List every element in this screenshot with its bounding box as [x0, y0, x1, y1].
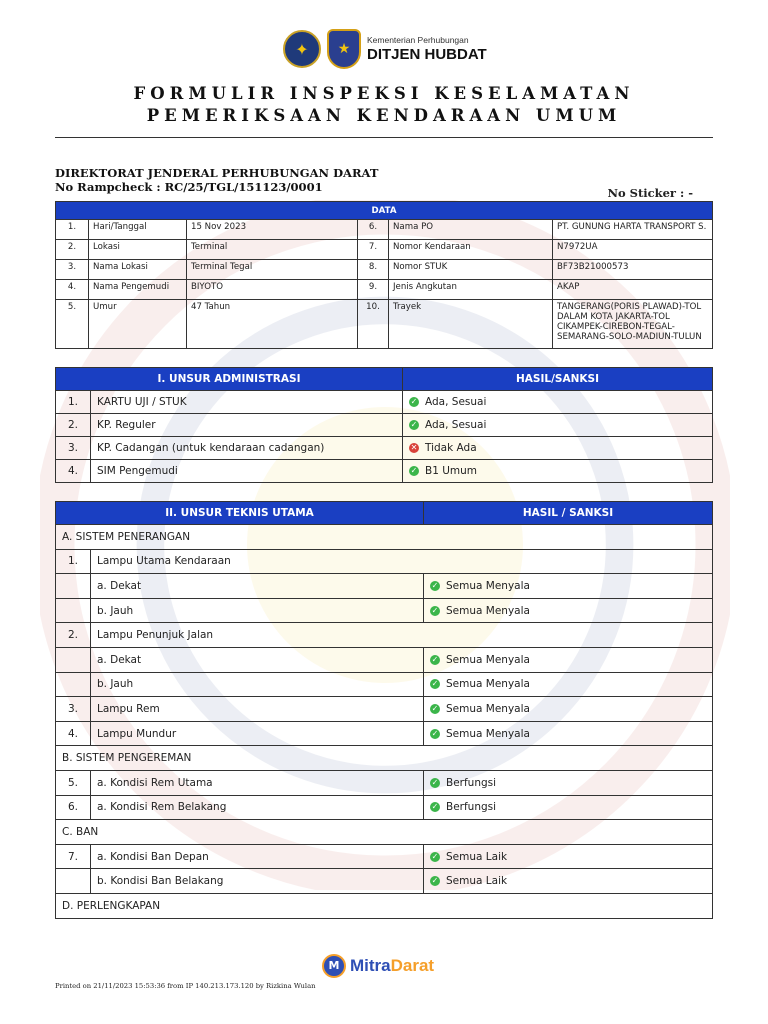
check-icon: ✓: [410, 397, 418, 406]
table-row: [56, 770, 713, 795]
field-value: BF73B21000573: [553, 260, 713, 280]
table-row: [56, 260, 713, 280]
field-value: N7972UA: [553, 240, 713, 260]
org-name: DIREKTORAT JENDERAL PERHUBUNGAN DARAT: [55, 166, 379, 180]
table-row: [56, 300, 713, 349]
table-row: [56, 574, 713, 599]
field-value: TANGERANG(PORIS PLAWAD)-TOL DALAM KOTA JAKARTA-TOL CIKAMPEK-CIREBON-TEGAL-SEMARANG-SOLO-MADIUN-TULUN: [553, 300, 713, 349]
result-cell: [424, 721, 713, 746]
row-number: 5.: [56, 300, 89, 349]
result-cell: [424, 770, 713, 795]
result-cell: [424, 672, 713, 697]
table-row: [56, 240, 713, 260]
field-label: Nomor Kendaraan: [389, 240, 553, 260]
check-icon: ✓: [431, 580, 439, 590]
logo-text-mitra: Mitra: [350, 956, 391, 975]
result-text: Ada, Sesuai: [425, 396, 487, 408]
field-value: AKAP: [553, 280, 713, 300]
item-label: a. Kondisi Ban Depan: [91, 844, 424, 869]
result-text: Semua Menyala: [446, 579, 530, 592]
org-block: [55, 166, 378, 194]
field-label: Nama Lokasi: [89, 260, 187, 280]
result-text: Berfungsi: [446, 801, 497, 814]
row-number: 2.: [56, 240, 89, 260]
hasil-sanksi-header: HASIL / SANKSI: [424, 502, 713, 525]
result-cell: [403, 460, 713, 483]
result-cell: [424, 869, 713, 894]
field-value: PT. GUNUNG HARTA TRANSPORT S.: [553, 220, 713, 240]
field-label: Nomor STUK: [389, 260, 553, 280]
row-number: 4.: [56, 280, 89, 300]
result-text: Ada, Sesuai: [425, 419, 487, 431]
header-logos: [283, 29, 487, 69]
row-number: 9.: [358, 280, 389, 300]
teknis-table: [55, 501, 713, 919]
result-text: B1 Umum: [425, 465, 478, 477]
data-table: [55, 201, 713, 349]
item-label: a. Kondisi Rem Utama: [91, 770, 424, 795]
check-icon: ✓: [431, 802, 439, 812]
check-icon: ✓: [431, 605, 439, 615]
check-icon: ✓: [431, 679, 439, 689]
row-number: 3.: [56, 437, 91, 460]
table-row: [56, 869, 713, 894]
table-row: [56, 844, 713, 869]
row-number: 7.: [56, 844, 91, 869]
mitradarat-logo: [322, 954, 434, 978]
check-icon: ✓: [431, 703, 439, 713]
section-title: A. SISTEM PENERANGAN: [56, 525, 713, 550]
hasil-header: HASIL/SANKSI: [403, 368, 713, 391]
result-text: Semua Menyala: [446, 727, 530, 740]
field-value: Terminal Tegal: [187, 260, 358, 280]
administrasi-table: [55, 367, 713, 483]
table-row: [56, 549, 713, 574]
item-label: Lampu Penunjuk Jalan: [91, 623, 713, 648]
check-icon: ✓: [431, 876, 439, 886]
table-row: [56, 437, 713, 460]
table-row: [56, 460, 713, 483]
field-label: Hari/Tanggal: [89, 220, 187, 240]
row-number: 5.: [56, 770, 91, 795]
table-row: [56, 391, 713, 414]
row-number: 1.: [56, 391, 91, 414]
field-value: 15 Nov 2023: [187, 220, 358, 240]
result-cell: [424, 574, 713, 599]
teknis-header: II. UNSUR TEKNIS UTAMA: [56, 502, 424, 525]
item-label: a. Dekat: [91, 574, 424, 599]
result-text: Semua Menyala: [446, 604, 530, 617]
table-row: [56, 414, 713, 437]
cross-icon: ✕: [410, 443, 418, 452]
check-icon: ✓: [431, 654, 439, 664]
item-label: KP. Cadangan (untuk kendaraan cadangan): [91, 437, 403, 460]
form-title-line2: PEMERIKSAAN KENDARAAN UMUM: [146, 106, 622, 125]
result-text: Semua Menyala: [446, 653, 530, 666]
brand-subtitle: Kementerian Perhubungan: [367, 35, 469, 46]
mitradarat-icon: M: [322, 954, 346, 978]
item-label: Lampu Mundur: [91, 721, 424, 746]
check-icon: ✓: [431, 777, 439, 787]
table-row: [56, 795, 713, 820]
result-cell: [403, 437, 713, 460]
row-number: 4.: [56, 721, 91, 746]
row-number: 4.: [56, 460, 91, 483]
form-title-line1: FORMULIR INSPEKSI KESELAMATAN: [133, 84, 635, 103]
hubdat-shield-icon: ★: [327, 29, 361, 69]
result-cell: [424, 844, 713, 869]
field-value: BIYOTO: [187, 280, 358, 300]
result-text: Semua Laik: [446, 875, 508, 888]
result-text: Berfungsi: [446, 776, 497, 789]
result-text: Semua Menyala: [446, 678, 530, 691]
rampcheck-number: No Rampcheck : RC/25/TGL/151123/0001: [55, 180, 323, 194]
brand: [367, 36, 487, 62]
row-number: 8.: [358, 260, 389, 280]
check-icon: ✓: [410, 420, 418, 429]
result-cell: [424, 697, 713, 722]
result-cell: [424, 647, 713, 672]
table-row: [56, 647, 713, 672]
brand-name: DITJEN HUBDAT: [367, 45, 487, 63]
table-row: [56, 598, 713, 623]
field-value: Terminal: [187, 240, 358, 260]
field-label: Nama PO: [389, 220, 553, 240]
result-cell: [403, 391, 713, 414]
field-label: Lokasi: [89, 240, 187, 260]
item-label: a. Kondisi Rem Belakang: [91, 795, 424, 820]
item-label: b. Jauh: [91, 672, 424, 697]
field-label: Umur: [89, 300, 187, 349]
result-cell: [424, 795, 713, 820]
check-icon: ✓: [431, 851, 439, 861]
row-number: 7.: [358, 240, 389, 260]
check-icon: ✓: [431, 728, 439, 738]
row-number: 3.: [56, 260, 89, 280]
printed-info: Printed on 21/11/2023 15:53:36 from IP 140.213.173.120 by Rizkina Wulan: [55, 982, 316, 990]
row-number: 2.: [56, 414, 91, 437]
item-label: KP. Reguler: [91, 414, 403, 437]
item-label: SIM Pengemudi: [91, 460, 403, 483]
row-number: 6.: [358, 220, 389, 240]
field-label: Jenis Angkutan: [389, 280, 553, 300]
field-value: 47 Tahun: [187, 300, 358, 349]
item-label: b. Jauh: [91, 598, 424, 623]
item-label: a. Dekat: [91, 647, 424, 672]
divider: [55, 137, 713, 138]
row-number: 6.: [56, 795, 91, 820]
result-text: Semua Laik: [446, 850, 508, 863]
item-label: Lampu Utama Kendaraan: [91, 549, 713, 574]
result-cell: [424, 598, 713, 623]
table-row: [56, 280, 713, 300]
section-title: D. PERLENGKAPAN: [56, 893, 713, 918]
row-number: 1.: [56, 220, 89, 240]
result-cell: [403, 414, 713, 437]
logo-text-darat: Darat: [390, 956, 435, 975]
table-row: [56, 623, 713, 648]
sticker-number: No Sticker : -: [607, 186, 693, 200]
result-text: Tidak Ada: [425, 442, 477, 454]
item-label: Lampu Rem: [91, 697, 424, 722]
section-title: C. BAN: [56, 820, 713, 845]
field-label: Nama Pengemudi: [89, 280, 187, 300]
row-number: 10.: [358, 300, 389, 349]
section-title: B. SISTEM PENGEREMAN: [56, 746, 713, 771]
data-table-title: DATA: [56, 202, 713, 220]
item-label: b. Kondisi Ban Belakang: [91, 869, 424, 894]
table-row: [56, 220, 713, 240]
table-row: [56, 697, 713, 722]
row-number: 1.: [56, 549, 91, 574]
item-label: KARTU UJI / STUK: [91, 391, 403, 414]
table-row: [56, 721, 713, 746]
kemenhub-logo-icon: ✦: [283, 30, 321, 68]
row-number: 2.: [56, 623, 91, 648]
result-text: Semua Menyala: [446, 702, 530, 715]
table-row: [56, 672, 713, 697]
administrasi-header: I. UNSUR ADMINISTRASI: [56, 368, 403, 391]
field-label: Trayek: [389, 300, 553, 349]
check-icon: ✓: [410, 466, 418, 475]
row-number: 3.: [56, 697, 91, 722]
